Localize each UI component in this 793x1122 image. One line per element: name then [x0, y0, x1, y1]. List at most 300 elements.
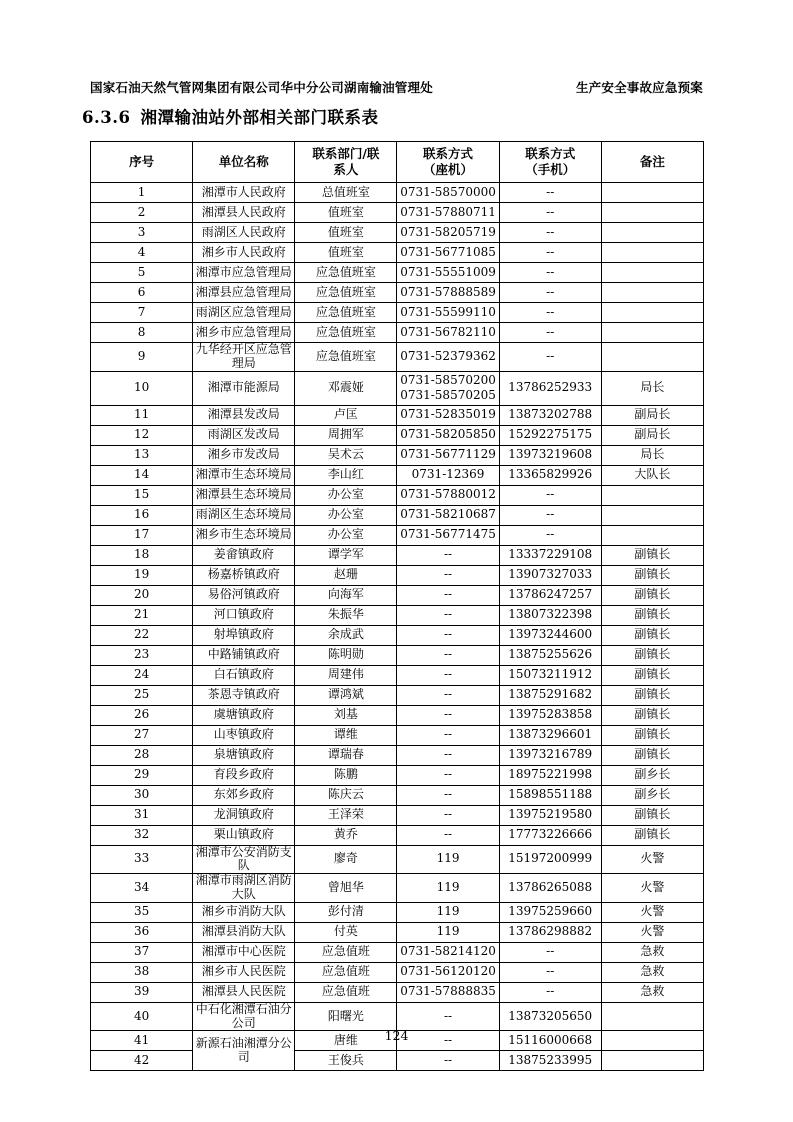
table-row — [91, 203, 704, 223]
column-header-line: （座机） — [423, 162, 474, 177]
cell-mobile: 13973244600 — [499, 625, 601, 645]
cell-index: 36 — [91, 922, 193, 942]
cell-note — [601, 203, 703, 223]
cell-index: 23 — [91, 645, 193, 665]
cell-mobile: -- — [499, 485, 601, 505]
cell-landline — [397, 371, 499, 405]
cell-landline: 0731-58205719 — [397, 223, 499, 243]
cell-dept: 曾旭华 — [295, 874, 397, 903]
cell-dept: 王泽荣 — [295, 805, 397, 825]
cell-unit: 易俗河镇政府 — [193, 585, 295, 605]
table-head — [91, 142, 704, 183]
cell-index: 30 — [91, 785, 193, 805]
cell-mobile: 13807322398 — [499, 605, 601, 625]
cell-dept: 余成武 — [295, 625, 397, 645]
table-row — [91, 445, 704, 465]
cell-landline: -- — [397, 605, 499, 625]
cell-mobile: -- — [499, 283, 601, 303]
cell-unit: 湘潭县发改局 — [193, 405, 295, 425]
table-row — [91, 1051, 704, 1071]
cell-dept: 廖奇 — [295, 845, 397, 874]
cell-index: 1 — [91, 183, 193, 203]
cell-note — [601, 1002, 703, 1031]
cell-dept: 谭瑞春 — [295, 745, 397, 765]
cell-dept: 李山红 — [295, 465, 397, 485]
table-row — [91, 605, 704, 625]
cell-note: 急救 — [601, 962, 703, 982]
cell-index: 10 — [91, 371, 193, 405]
cell-dept: 应急值班室 — [295, 343, 397, 372]
header-left-text: 国家石油天然气管网集团有限公司华中分公司湖南输油管理处 — [90, 80, 433, 95]
cell-note: 副镇长 — [601, 545, 703, 565]
cell-mobile: 18975221998 — [499, 765, 601, 785]
cell-landline: 0731-58205850 — [397, 425, 499, 445]
cell-landline: 0731-56782110 — [397, 323, 499, 343]
cell-unit: 湘潭县消防大队 — [193, 922, 295, 942]
table-row — [91, 1002, 704, 1031]
cell-note — [601, 1051, 703, 1071]
cell-unit: 姜畲镇政府 — [193, 545, 295, 565]
cell-index: 38 — [91, 962, 193, 982]
column-header-dept — [295, 142, 397, 183]
table-row — [91, 942, 704, 962]
cell-unit: 湘乡市发改局 — [193, 445, 295, 465]
cell-mobile: 13365829926 — [499, 465, 601, 485]
cell-index: 32 — [91, 825, 193, 845]
cell-mobile: 13873205650 — [499, 1002, 601, 1031]
cell-mobile: 13973219608 — [499, 445, 601, 465]
cell-index: 20 — [91, 585, 193, 605]
table-row — [91, 665, 704, 685]
cell-note: 大队长 — [601, 465, 703, 485]
cell-dept: 应急值班室 — [295, 283, 397, 303]
table-row — [91, 645, 704, 665]
cell-unit: 栗山镇政府 — [193, 825, 295, 845]
contacts-table-wrapper — [90, 141, 704, 1071]
cell-mobile: -- — [499, 343, 601, 372]
cell-note: 副镇长 — [601, 625, 703, 645]
cell-landline: 0731-55551009 — [397, 263, 499, 283]
cell-mobile: 13975219580 — [499, 805, 601, 825]
cell-index: 28 — [91, 745, 193, 765]
cell-dept: 值班室 — [295, 243, 397, 263]
cell-mobile: -- — [499, 203, 601, 223]
table-row — [91, 343, 704, 372]
table-row — [91, 525, 704, 545]
cell-note — [601, 343, 703, 372]
cell-landline: -- — [397, 825, 499, 845]
cell-note: 副局长 — [601, 405, 703, 425]
cell-unit: 湘潭市公安消防支队 — [193, 845, 295, 874]
cell-mobile: 13907327033 — [499, 565, 601, 585]
cell-line: 0731-58570200 — [400, 373, 496, 388]
cell-mobile: -- — [499, 183, 601, 203]
column-header-landline — [397, 142, 499, 183]
cell-index: 31 — [91, 805, 193, 825]
cell-dept: 唐维 — [295, 1031, 397, 1051]
cell-mobile: 13973216789 — [499, 745, 601, 765]
cell-index: 19 — [91, 565, 193, 585]
cell-mobile: -- — [499, 942, 601, 962]
cell-unit: 雨湖区应急管理局 — [193, 303, 295, 323]
table-row — [91, 485, 704, 505]
table-row — [91, 505, 704, 525]
table-row — [91, 371, 704, 405]
cell-mobile: -- — [499, 525, 601, 545]
column-header-line: 单位名称 — [218, 154, 269, 170]
cell-landline: -- — [397, 1002, 499, 1031]
table-row — [91, 982, 704, 1002]
cell-mobile: 13786265088 — [499, 874, 601, 903]
cell-unit: 白石镇政府 — [193, 665, 295, 685]
table-row — [91, 425, 704, 445]
cell-unit: 中石化湘潭石油分公司 — [193, 1002, 295, 1031]
page-number: 124 — [384, 1028, 409, 1043]
cell-unit: 湘乡市消防大队 — [193, 902, 295, 922]
section-number: 6.3.6 — [82, 108, 131, 127]
column-header-unit — [193, 142, 295, 183]
cell-mobile: 15116000668 — [499, 1031, 601, 1051]
cell-mobile: 13875255626 — [499, 645, 601, 665]
cell-landline: -- — [397, 785, 499, 805]
cell-index: 34 — [91, 874, 193, 903]
cell-unit: 湘潭市中心医院 — [193, 942, 295, 962]
cell-note: 急救 — [601, 982, 703, 1002]
cell-index: 22 — [91, 625, 193, 645]
cell-index: 27 — [91, 725, 193, 745]
cell-landline: -- — [397, 645, 499, 665]
cell-landline: 0731-57888835 — [397, 982, 499, 1002]
cell-mobile: -- — [499, 263, 601, 283]
cell-note — [601, 303, 703, 323]
cell-note: 副镇长 — [601, 665, 703, 685]
cell-dept: 彭付清 — [295, 902, 397, 922]
table-row — [91, 805, 704, 825]
column-header-line: 联系方式 — [525, 146, 576, 162]
cell-landline: -- — [397, 1051, 499, 1071]
table-body — [91, 183, 704, 1071]
cell-mobile: -- — [499, 303, 601, 323]
cell-mobile: 13975259660 — [499, 902, 601, 922]
cell-note: 副镇长 — [601, 825, 703, 845]
cell-index: 40 — [91, 1002, 193, 1031]
cell-note: 局长 — [601, 445, 703, 465]
cell-unit: 新源石油湘潭分公司 — [193, 1031, 295, 1071]
cell-landline: -- — [397, 1031, 499, 1051]
table-row — [91, 323, 704, 343]
page-header — [90, 78, 703, 96]
contacts-table — [90, 141, 704, 1071]
cell-index: 7 — [91, 303, 193, 323]
cell-mobile: 15898551188 — [499, 785, 601, 805]
cell-note: 副镇长 — [601, 725, 703, 745]
cell-mobile: -- — [499, 223, 601, 243]
cell-dept: 陈明勋 — [295, 645, 397, 665]
cell-note: 副镇长 — [601, 685, 703, 705]
section-heading — [82, 104, 378, 128]
table-header-row — [91, 142, 704, 183]
table-row — [91, 874, 704, 903]
table-row — [91, 745, 704, 765]
cell-mobile: 13786247257 — [499, 585, 601, 605]
cell-unit: 山枣镇政府 — [193, 725, 295, 745]
cell-dept: 应急值班室 — [295, 323, 397, 343]
cell-note: 火警 — [601, 902, 703, 922]
cell-mobile: -- — [499, 505, 601, 525]
cell-mobile: 17773226666 — [499, 825, 601, 845]
cell-landline: 0731-58570000 — [397, 183, 499, 203]
cell-unit: 育段乡政府 — [193, 765, 295, 785]
cell-index: 25 — [91, 685, 193, 705]
cell-unit: 泉塘镇政府 — [193, 745, 295, 765]
cell-note: 副镇长 — [601, 645, 703, 665]
column-header-line: 联系方式 — [423, 146, 474, 162]
cell-note — [601, 525, 703, 545]
cell-line: 0731-58570205 — [400, 388, 496, 403]
cell-dept: 应急值班 — [295, 942, 397, 962]
cell-landline: 0731-56771475 — [397, 525, 499, 545]
cell-note: 副乡长 — [601, 785, 703, 805]
cell-mobile: -- — [499, 962, 601, 982]
cell-landline: 0731-57888589 — [397, 283, 499, 303]
header-right-text: 生产安全事故应急预案 — [575, 80, 703, 95]
cell-landline: 0731-58214120 — [397, 942, 499, 962]
cell-note: 火警 — [601, 845, 703, 874]
column-header-mobile — [499, 142, 601, 183]
cell-dept: 办公室 — [295, 525, 397, 545]
column-header-line: 序号 — [129, 154, 155, 170]
cell-index: 26 — [91, 705, 193, 725]
table-row — [91, 785, 704, 805]
cell-mobile: -- — [499, 982, 601, 1002]
cell-dept: 办公室 — [295, 485, 397, 505]
cell-index: 13 — [91, 445, 193, 465]
cell-dept: 应急值班室 — [295, 263, 397, 283]
cell-dept: 吴术云 — [295, 445, 397, 465]
column-header-note — [601, 142, 703, 183]
cell-note: 副镇长 — [601, 805, 703, 825]
cell-dept: 黄乔 — [295, 825, 397, 845]
cell-landline: -- — [397, 545, 499, 565]
cell-dept: 值班室 — [295, 223, 397, 243]
cell-landline: 119 — [397, 922, 499, 942]
cell-unit: 湘潭县应急管理局 — [193, 283, 295, 303]
cell-dept: 赵珊 — [295, 565, 397, 585]
cell-mobile: 13337229108 — [499, 545, 601, 565]
cell-mobile: 13786298882 — [499, 922, 601, 942]
table-row — [91, 303, 704, 323]
cell-unit: 射埠镇政府 — [193, 625, 295, 645]
cell-unit: 雨湖区人民政府 — [193, 223, 295, 243]
cell-dept: 王俊兵 — [295, 1051, 397, 1071]
table-row — [91, 183, 704, 203]
cell-note: 急救 — [601, 942, 703, 962]
cell-index: 37 — [91, 942, 193, 962]
cell-note — [601, 323, 703, 343]
cell-landline: 0731-57880711 — [397, 203, 499, 223]
cell-dept: 陈鹏 — [295, 765, 397, 785]
cell-unit: 九华经开区应急管理局 — [193, 343, 295, 372]
section-title-text: 湘潭输油站外部相关部门联系表 — [140, 108, 379, 127]
cell-dept: 刘基 — [295, 705, 397, 725]
cell-index: 16 — [91, 505, 193, 525]
cell-index: 11 — [91, 405, 193, 425]
cell-note: 火警 — [601, 922, 703, 942]
cell-index: 2 — [91, 203, 193, 223]
cell-landline: 119 — [397, 902, 499, 922]
column-header-line: 备注 — [639, 154, 665, 170]
cell-note: 火警 — [601, 874, 703, 903]
cell-dept: 周拥军 — [295, 425, 397, 445]
cell-index: 42 — [91, 1051, 193, 1071]
cell-mobile: 13875291682 — [499, 685, 601, 705]
cell-dept: 卢匡 — [295, 405, 397, 425]
table-row — [91, 625, 704, 645]
cell-unit: 虞塘镇政府 — [193, 705, 295, 725]
cell-landline: -- — [397, 765, 499, 785]
table-row — [91, 845, 704, 874]
cell-mobile: -- — [499, 323, 601, 343]
table-row — [91, 962, 704, 982]
cell-note: 局长 — [601, 371, 703, 405]
cell-landline: -- — [397, 685, 499, 705]
table-row — [91, 565, 704, 585]
cell-mobile: 13786252933 — [499, 371, 601, 405]
cell-note — [601, 505, 703, 525]
table-row — [91, 283, 704, 303]
cell-dept: 谭学军 — [295, 545, 397, 565]
table-row — [91, 685, 704, 705]
cell-unit: 湘潭市能源局 — [193, 371, 295, 405]
column-header-line: 系人 — [333, 162, 359, 177]
cell-unit: 湘乡市应急管理局 — [193, 323, 295, 343]
cell-index: 9 — [91, 343, 193, 372]
table-row — [91, 825, 704, 845]
cell-note: 副镇长 — [601, 565, 703, 585]
table-row — [91, 223, 704, 243]
cell-mobile: 15292275175 — [499, 425, 601, 445]
cell-index: 12 — [91, 425, 193, 445]
cell-landline: -- — [397, 725, 499, 745]
cell-mobile: -- — [499, 243, 601, 263]
cell-landline: 0731-52379362 — [397, 343, 499, 372]
cell-index: 41 — [91, 1031, 193, 1051]
cell-note — [601, 183, 703, 203]
cell-index: 18 — [91, 545, 193, 565]
cell-dept: 向海军 — [295, 585, 397, 605]
cell-index: 21 — [91, 605, 193, 625]
cell-index: 6 — [91, 283, 193, 303]
cell-dept: 邓震娅 — [295, 371, 397, 405]
cell-dept: 付英 — [295, 922, 397, 942]
cell-landline: 0731-56120120 — [397, 962, 499, 982]
cell-index: 5 — [91, 263, 193, 283]
cell-landline: 0731-52835019 — [397, 405, 499, 425]
cell-landline: 0731-57880012 — [397, 485, 499, 505]
cell-mobile: 13873202788 — [499, 405, 601, 425]
table-row — [91, 765, 704, 785]
column-header-line: （手机） — [525, 162, 576, 177]
cell-note — [601, 485, 703, 505]
cell-mobile: 13875233995 — [499, 1051, 601, 1071]
table-row — [91, 585, 704, 605]
cell-unit: 湘乡市人民政府 — [193, 243, 295, 263]
cell-dept: 周建伟 — [295, 665, 397, 685]
cell-note: 副局长 — [601, 425, 703, 445]
cell-mobile: 13975283858 — [499, 705, 601, 725]
cell-unit: 湘潭市应急管理局 — [193, 263, 295, 283]
cell-mobile: 15197200999 — [499, 845, 601, 874]
cell-dept: 谭维 — [295, 725, 397, 745]
cell-dept: 应急值班 — [295, 962, 397, 982]
cell-note: 副镇长 — [601, 705, 703, 725]
cell-landline: -- — [397, 565, 499, 585]
cell-unit: 湘潭县生态环境局 — [193, 485, 295, 505]
cell-landline: -- — [397, 665, 499, 685]
cell-dept: 谭鸿斌 — [295, 685, 397, 705]
cell-unit: 湘潭市人民政府 — [193, 183, 295, 203]
table-row — [91, 263, 704, 283]
column-header-index — [91, 142, 193, 183]
table-row — [91, 902, 704, 922]
cell-unit: 湘乡市生态环境局 — [193, 525, 295, 545]
cell-dept: 应急值班室 — [295, 303, 397, 323]
cell-landline: 0731-56771129 — [397, 445, 499, 465]
table-row — [91, 705, 704, 725]
cell-landline: -- — [397, 585, 499, 605]
cell-unit: 东郊乡政府 — [193, 785, 295, 805]
cell-index: 35 — [91, 902, 193, 922]
cell-note: 副乡长 — [601, 765, 703, 785]
cell-index: 3 — [91, 223, 193, 243]
cell-landline: 0731-55599110 — [397, 303, 499, 323]
cell-unit: 湘潭县人民医院 — [193, 982, 295, 1002]
cell-index: 8 — [91, 323, 193, 343]
cell-unit: 河口镇政府 — [193, 605, 295, 625]
cell-unit: 湘潭县人民政府 — [193, 203, 295, 223]
cell-index: 4 — [91, 243, 193, 263]
cell-note: 副镇长 — [601, 745, 703, 765]
cell-dept: 陈庆云 — [295, 785, 397, 805]
cell-landline: -- — [397, 705, 499, 725]
cell-landline: 119 — [397, 845, 499, 874]
cell-note — [601, 263, 703, 283]
cell-unit: 雨湖区发改局 — [193, 425, 295, 445]
cell-unit: 中路铺镇政府 — [193, 645, 295, 665]
cell-index: 33 — [91, 845, 193, 874]
column-header-line: 联系部门/联 — [312, 146, 380, 162]
cell-landline: 0731-58210687 — [397, 505, 499, 525]
cell-unit: 湘潭市雨湖区消防大队 — [193, 874, 295, 903]
cell-index: 24 — [91, 665, 193, 685]
table-row — [91, 545, 704, 565]
cell-index: 29 — [91, 765, 193, 785]
cell-dept: 阳曙光 — [295, 1002, 397, 1031]
table-row — [91, 405, 704, 425]
cell-index: 39 — [91, 982, 193, 1002]
table-row — [91, 725, 704, 745]
cell-landline: 0731-12369 — [397, 465, 499, 485]
cell-dept: 值班室 — [295, 203, 397, 223]
cell-index: 17 — [91, 525, 193, 545]
cell-index: 15 — [91, 485, 193, 505]
cell-dept: 办公室 — [295, 505, 397, 525]
cell-unit: 杨嘉桥镇政府 — [193, 565, 295, 585]
cell-dept: 总值班室 — [295, 183, 397, 203]
table-row — [91, 243, 704, 263]
cell-landline: 0731-56771085 — [397, 243, 499, 263]
cell-landline: -- — [397, 805, 499, 825]
